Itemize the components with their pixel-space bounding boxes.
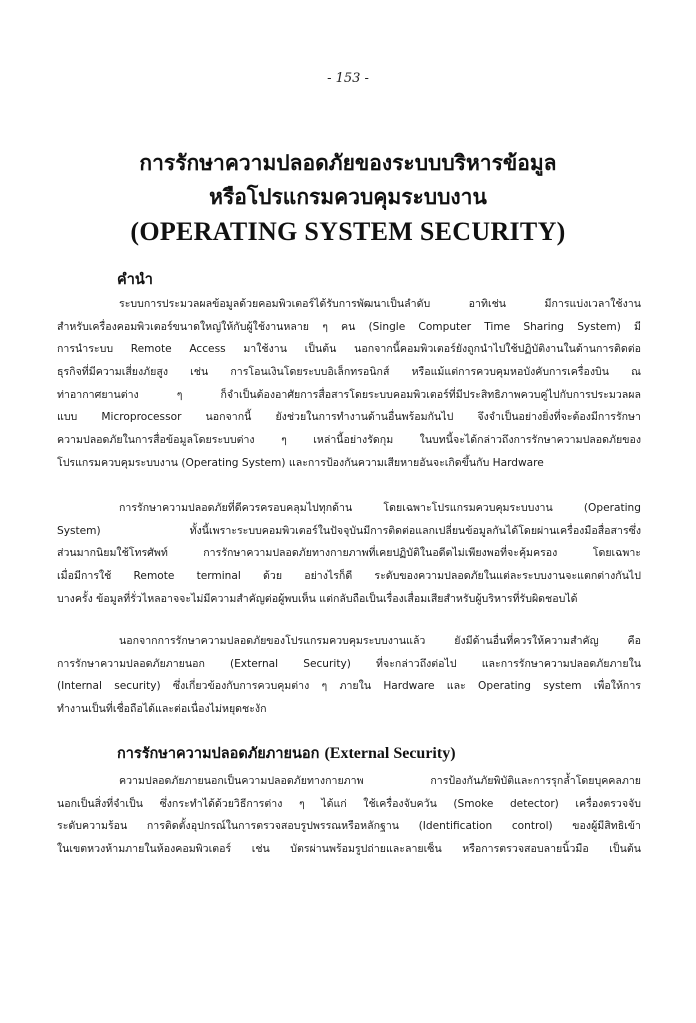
- paragraph-line: นอกเป็นสิ่งที่จำเป็น ซึ่งกระทำได้ด้วยวิธีการต่าง ๆ ได้แก่ ใช้เครื่องจับควัน (Smoke detector) เครื่องตรวจจับ: [57, 797, 641, 810]
- paragraph-line: นอกจากการรักษาความปลอดภัยของโปรแกรมควบคุมระบบงานแล้ว ยังมีด้านอื่นที่ควรให้ความสำคัญ คือ: [119, 635, 641, 647]
- paragraph-line: ทำงานเป็นที่เชื่อถือได้และต่อเนื่องไม่หยุดชะงัก: [57, 703, 267, 716]
- page-number: - 153 -: [327, 71, 369, 86]
- title-line-2: หรือโปรแกรมควบคุมระบบงาน: [209, 184, 487, 209]
- paragraph-line: ส่วนมากนิยมใช้โทรศัพท์ การรักษาความปลอดภัยทางกายภาพที่เคยปฏิบัติในอดีตไม่เพียงพอที่จะคุ้มครอง โดยเฉพาะ: [57, 547, 641, 560]
- paragraph-line: แบบ Microprocessor นอกจากนี้ ยังช่วยในการทำงานด้านอื่นพร้อมกันไป จึงจำเป็นอย่างยิ่งที่จะต้องมีการรักษา: [57, 411, 641, 424]
- paragraph-line: (Internal security) ซึ่งเกี่ยวข้องกับการควบคุมต่าง ๆ ภายใน Hardware และ Operating system เพื่อให้การ: [57, 680, 641, 693]
- intro-paragraph-3: [57, 630, 641, 721]
- paragraph-line: เมื่อมีการใช้ Remote terminal ด้วย อย่างไรก็ดี ระดับของความปลอดภัยในแต่ละระบบงานจะแตกต่างกันไป: [57, 570, 641, 583]
- paragraph-line: System) ทั้งนี้เพราะระบบคอมพิวเตอร์ในปัจจุบันมีการติดต่อแลกเปลี่ยนข้อมูลกันได้โดยผ่านเครื่องมือสื่อสารซึ่ง: [57, 524, 641, 537]
- paragraph-line: บางครั้ง ข้อมูลที่รั่วไหลอาจจะไม่มีความสำคัญต่อผู้พบเห็น แต่กลับถือเป็นเรื่องเสื่อมเสียสำหรับผู้บริหารที่รับผิดชอบได้: [57, 592, 578, 605]
- paragraph-line: การนำระบบ Remote Access มาใช้งาน เป็นต้น นอกจากนี้คอมพิวเตอร์ยังถูกนำไปใช้ปฏิบัติงานในด้านการติดต่อ: [57, 343, 641, 356]
- paragraph-line: การรักษาความปลอดภัยภายนอก (External Security) ที่จะกล่าวถึงต่อไป และการรักษาความปลอดภัยภายใน: [57, 657, 641, 670]
- paragraph-line: ระบบการประมวลผลข้อมูลด้วยคอมพิวเตอร์ได้รับการพัฒนาเป็นลำดับ อาทิเช่น มีการแบ่งเวลาใช้งาน: [119, 298, 641, 310]
- intro-paragraph-2: [57, 497, 641, 610]
- title-english: (OPERATING SYSTEM SECURITY): [130, 217, 566, 246]
- external-security-heading: [117, 742, 456, 765]
- paragraph-line: ธุรกิจที่มีความเสี่ยงภัยสูง เช่น การโอนเงินโดยระบบอิเล็กทรอนิกส์ หรือแม้แต่การควบคุมหอบังคับการเครื่องบิน ณ: [57, 366, 641, 379]
- paragraph-line: ระดับความร้อน การติดตั้งอุปกรณ์ในการตรวจสอบรูปพรรณหรือหลักฐาน (Identification control) ของผู้มีสิทธิเข้า: [57, 820, 641, 833]
- paragraph-line: ในเขตหวงห้ามภายในห้องคอมพิวเตอร์ เช่น บัตรผ่านพร้อมรูปถ่ายและลายเซ็น หรือการตรวจสอบลายนิ้วมือ เป็นต้น: [57, 843, 641, 856]
- external-heading-thai: การรักษาความปลอดภัยภายนอก: [117, 745, 320, 762]
- external-heading-english: (External Security): [324, 745, 456, 762]
- external-security-paragraph: [57, 770, 641, 861]
- paragraph-line: สำหรับเครื่องคอมพิวเตอร์ขนาดใหญ่ให้กับผู้ใช้งานหลาย ๆ คน (Single Computer Time Sharing System) มี: [57, 320, 641, 333]
- intro-paragraph-1: [57, 293, 641, 475]
- chapter-title: [0, 146, 696, 250]
- intro-heading: คำนำ: [117, 271, 153, 288]
- paragraph-line: โปรแกรมควบคุมระบบงาน (Operating System) และการป้องกันความเสียหายอันจะเกิดขึ้นกับ Hardware: [57, 456, 544, 469]
- paragraph-line: ความปลอดภัยภายนอกเป็นความปลอดภัยทางกายภาพ การป้องกันภัยพิบัติและการรุกล้ำโดยบุคคลภาย: [119, 775, 641, 787]
- paragraph-line: การรักษาความปลอดภัยที่ดีควรครอบคลุมไปทุกด้าน โดยเฉพาะโปรแกรมควบคุมระบบงาน (Operating: [119, 502, 641, 514]
- paragraph-line: ความปลอดภัยในการสื่อข้อมูลโดยระบบต่าง ๆ เหล่านี้อย่างรัดกุม ในบทนี้จะได้กล่าวถึงการรักษาความปลอดภัยของ: [57, 434, 641, 447]
- title-line-1: การรักษาความปลอดภัยของระบบบริหารข้อมูล: [139, 150, 557, 175]
- paragraph-line: ท่าอากาศยานต่าง ๆ ก็จำเป็นต้องอาศัยการสื่อสารโดยระบบคอมพิวเตอร์ที่มีประสิทธิภาพควบคู่ไปกับการประมวลผล: [57, 388, 641, 401]
